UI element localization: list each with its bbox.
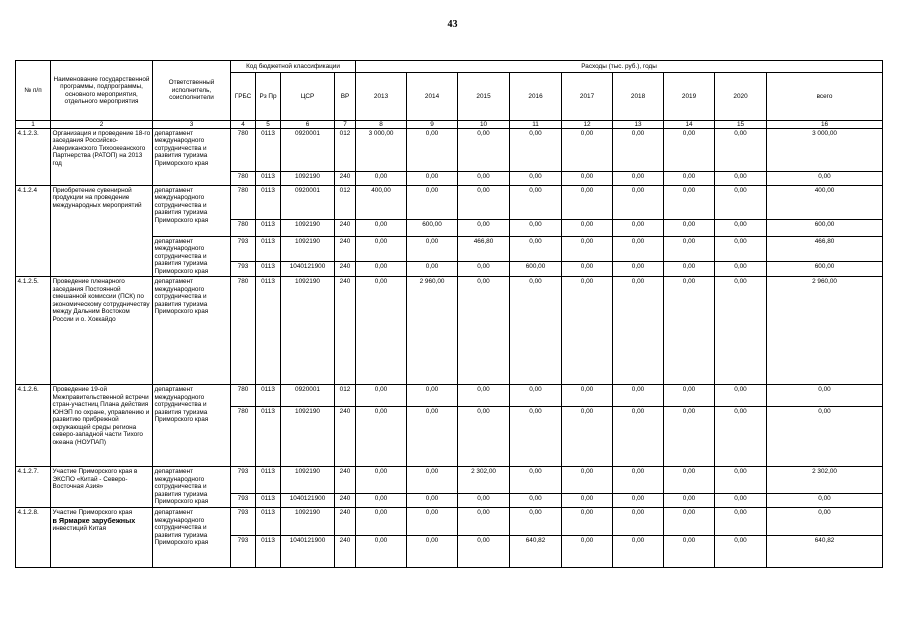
value-cell: 0,00: [562, 277, 613, 385]
value-cell: 466,80: [458, 237, 510, 262]
value-cell: 0,00: [407, 536, 458, 568]
column-number: 11: [510, 121, 562, 129]
value-cell: 0,00: [562, 186, 613, 220]
row-number: 4.1.2.8.: [16, 508, 51, 568]
csr-cell: 1040121900: [281, 261, 335, 277]
csr-cell: 1040121900: [281, 536, 335, 568]
column-number: 12: [562, 121, 613, 129]
value-cell: 0,00: [613, 172, 664, 186]
value-cell: 0,00: [715, 220, 767, 237]
value-cell: 0,00: [613, 467, 664, 494]
value-cell: 0,00: [613, 261, 664, 277]
value-cell: 0,00: [664, 536, 715, 568]
value-cell: 0,00: [407, 385, 458, 407]
total-cell: 466,80: [767, 237, 883, 262]
value-cell: 0,00: [356, 407, 407, 467]
table-row: [16, 385, 883, 407]
csr-cell: 0920001: [281, 129, 335, 172]
value-cell: 0,00: [664, 186, 715, 220]
measure-name-line: инвестиций Китая: [52, 525, 106, 533]
value-cell: 0,00: [664, 172, 715, 186]
value-cell: 0,00: [510, 508, 562, 536]
value-cell: 0,00: [356, 261, 407, 277]
value-cell: 0,00: [613, 385, 664, 407]
header-year: 2014: [407, 73, 458, 121]
value-cell: 0,00: [562, 407, 613, 467]
value-cell: 0,00: [562, 129, 613, 172]
table-row: [16, 129, 883, 172]
grbs-cell: 793: [231, 508, 256, 536]
page-number: 43: [447, 19, 458, 30]
rzpr-cell: 0113: [256, 508, 281, 536]
value-cell: 0,00: [356, 220, 407, 237]
column-number: 9: [407, 121, 458, 129]
executor: департамент международного сотрудничества и развития туризма Приморского края: [153, 186, 231, 237]
grbs-cell: 793: [231, 467, 256, 494]
value-cell: 0,00: [510, 277, 562, 385]
csr-cell: 1092190: [281, 277, 335, 385]
executor: департамент международного сотрудничества и развития туризма Приморского края: [153, 129, 231, 186]
value-cell: 0,00: [510, 385, 562, 407]
total-cell: 600,00: [767, 220, 883, 237]
value-cell: 0,00: [715, 186, 767, 220]
header-csr: ЦСР: [281, 73, 335, 121]
executor: департамент международного сотрудничества и развития туризма Приморского края: [153, 277, 231, 385]
value-cell: 0,00: [407, 494, 458, 508]
csr-cell: 1040121900: [281, 494, 335, 508]
value-cell: 0,00: [510, 220, 562, 237]
value-cell: 0,00: [407, 508, 458, 536]
total-cell: 600,00: [767, 261, 883, 277]
value-cell: 0,00: [458, 536, 510, 568]
value-cell: 0,00: [613, 237, 664, 262]
value-cell: 0,00: [407, 261, 458, 277]
value-cell: 0,00: [664, 467, 715, 494]
grbs-cell: 793: [231, 237, 256, 262]
total-cell: 0,00: [767, 172, 883, 186]
value-cell: 0,00: [510, 237, 562, 262]
executor: департамент международного сотрудничества и развития туризма Приморского края: [153, 385, 231, 467]
column-number: 3: [153, 121, 231, 129]
column-number: 10: [458, 121, 510, 129]
value-cell: 0,00: [664, 220, 715, 237]
executor: департамент международного сотрудничества и развития туризма Приморского края: [153, 508, 231, 568]
measure-name: Участие Приморского края в ЭКСПО «Китай - Северо-Восточная Азия»: [51, 467, 153, 508]
value-cell: 0,00: [715, 129, 767, 172]
value-cell: 0,00: [458, 277, 510, 385]
header-year: 2016: [510, 73, 562, 121]
header-year: 2019: [664, 73, 715, 121]
value-cell: 0,00: [715, 494, 767, 508]
header-year: 2013: [356, 73, 407, 121]
value-cell: 0,00: [356, 494, 407, 508]
budget-table: [15, 60, 883, 568]
header-year: 2020: [715, 73, 767, 121]
measure-name: Приобретение сувенирной продукции на проведение международных мероприятий: [51, 186, 153, 277]
vr-cell: 012: [335, 129, 356, 172]
rzpr-cell: 0113: [256, 385, 281, 407]
value-cell: 0,00: [510, 407, 562, 467]
total-cell: 0,00: [767, 494, 883, 508]
row-number: 4.1.2.5.: [16, 277, 51, 385]
row-number: 4.1.2.7.: [16, 467, 51, 508]
value-cell: 0,00: [715, 237, 767, 262]
value-cell: 600,00: [407, 220, 458, 237]
value-cell: 0,00: [562, 536, 613, 568]
header-total: всего: [767, 73, 883, 121]
value-cell: 0,00: [562, 237, 613, 262]
measure-name-line: Участие Приморского края: [52, 509, 133, 517]
value-cell: 640,82: [510, 536, 562, 568]
value-cell: 0,00: [562, 385, 613, 407]
value-cell: 0,00: [458, 494, 510, 508]
value-cell: 0,00: [613, 407, 664, 467]
header-no: № п/п: [16, 61, 51, 121]
value-cell: 0,00: [562, 467, 613, 494]
rzpr-cell: 0113: [256, 220, 281, 237]
value-cell: 0,00: [562, 494, 613, 508]
header-expenses: Расходы (тыс. руб.), годы: [356, 61, 883, 73]
rzpr-cell: 0113: [256, 277, 281, 385]
grbs-cell: 793: [231, 261, 256, 277]
grbs-cell: 780: [231, 385, 256, 407]
column-number: 1: [16, 121, 51, 129]
value-cell: 0,00: [562, 508, 613, 536]
value-cell: 0,00: [458, 385, 510, 407]
header-year: 2015: [458, 73, 510, 121]
value-cell: 0,00: [510, 467, 562, 494]
value-cell: 0,00: [664, 385, 715, 407]
grbs-cell: 780: [231, 407, 256, 467]
measure-name: Проведение 19-ой Межправительственной встречи стран-участниц Плана действия ЮНЭП по охране, управлению и развитию прибрежной окружающей среды региона северо-западной части Тихого океана (НОУПАП): [51, 385, 153, 467]
header-rzpr: Рз Пр: [256, 73, 281, 121]
csr-cell: 1092190: [281, 172, 335, 186]
csr-cell: 1092190: [281, 237, 335, 262]
total-cell: 2 960,00: [767, 277, 883, 385]
rzpr-cell: 0113: [256, 237, 281, 262]
value-cell: 0,00: [356, 536, 407, 568]
column-number: 6: [281, 121, 335, 129]
vr-cell: 240: [335, 261, 356, 277]
grbs-cell: 793: [231, 494, 256, 508]
value-cell: 0,00: [458, 172, 510, 186]
value-cell: 0,00: [715, 172, 767, 186]
value-cell: 0,00: [458, 407, 510, 467]
header-name: Наименование государственной программы, подпрограммы, основного мероприятия, отдельного мероприятия: [51, 61, 153, 121]
value-cell: 0,00: [664, 494, 715, 508]
value-cell: 0,00: [715, 385, 767, 407]
vr-cell: 240: [335, 172, 356, 186]
column-number: 16: [767, 121, 883, 129]
table-row: [16, 186, 883, 220]
column-number: 8: [356, 121, 407, 129]
row-number: 4.1.2.6.: [16, 385, 51, 467]
row-number: 4.1.2.4: [16, 186, 51, 277]
column-number: 15: [715, 121, 767, 129]
measure-name: [51, 508, 153, 568]
header-year: 2017: [562, 73, 613, 121]
total-cell: 640,82: [767, 536, 883, 568]
vr-cell: 240: [335, 407, 356, 467]
measure-name: Проведение пленарного заседания Постоянной смешанной комиссии (ПСК) по экономическому сотрудничеству между Дальним Востоком России и о. Хоккайдо: [51, 277, 153, 385]
column-number: 2: [51, 121, 153, 129]
row-number: 4.1.2.3.: [16, 129, 51, 186]
executor: департамент международного сотрудничества и развития туризма Приморского края: [153, 237, 231, 277]
value-cell: 0,00: [407, 407, 458, 467]
total-cell: 0,00: [767, 407, 883, 467]
value-cell: 0,00: [664, 508, 715, 536]
value-cell: 2 960,00: [407, 277, 458, 385]
rzpr-cell: 0113: [256, 186, 281, 220]
total-cell: 0,00: [767, 385, 883, 407]
column-number: 5: [256, 121, 281, 129]
value-cell: 0,00: [613, 220, 664, 237]
rzpr-cell: 0113: [256, 129, 281, 172]
csr-cell: 1092190: [281, 407, 335, 467]
total-cell: 0,00: [767, 508, 883, 536]
grbs-cell: 780: [231, 186, 256, 220]
value-cell: 0,00: [715, 261, 767, 277]
vr-cell: 240: [335, 237, 356, 262]
value-cell: 0,00: [613, 277, 664, 385]
value-cell: 0,00: [356, 385, 407, 407]
csr-cell: 1092190: [281, 508, 335, 536]
header-vr: ВР: [335, 73, 356, 121]
value-cell: 0,00: [458, 220, 510, 237]
value-cell: 0,00: [458, 261, 510, 277]
csr-cell: 0920001: [281, 186, 335, 220]
grbs-cell: 780: [231, 172, 256, 186]
value-cell: 0,00: [613, 494, 664, 508]
vr-cell: 240: [335, 277, 356, 385]
total-cell: 3 000,00: [767, 129, 883, 172]
rzpr-cell: 0113: [256, 407, 281, 467]
vr-cell: 240: [335, 536, 356, 568]
rzpr-cell: 0113: [256, 536, 281, 568]
vr-cell: 012: [335, 186, 356, 220]
value-cell: 0,00: [613, 129, 664, 172]
value-cell: 0,00: [613, 536, 664, 568]
value-cell: 0,00: [458, 186, 510, 220]
value-cell: 0,00: [715, 407, 767, 467]
rzpr-cell: 0113: [256, 467, 281, 494]
value-cell: 0,00: [715, 277, 767, 385]
value-cell: 3 000,00: [356, 129, 407, 172]
value-cell: 0,00: [664, 237, 715, 262]
value-cell: 0,00: [510, 494, 562, 508]
value-cell: 0,00: [356, 237, 407, 262]
value-cell: 0,00: [715, 536, 767, 568]
value-cell: 0,00: [458, 508, 510, 536]
table-row: [16, 277, 883, 385]
value-cell: 0,00: [562, 261, 613, 277]
csr-cell: 1092190: [281, 220, 335, 237]
value-cell: 0,00: [356, 172, 407, 186]
value-cell: 0,00: [407, 186, 458, 220]
table-row: [16, 467, 883, 494]
value-cell: 0,00: [562, 172, 613, 186]
value-cell: 0,00: [407, 172, 458, 186]
total-cell: 400,00: [767, 186, 883, 220]
value-cell: 0,00: [715, 467, 767, 494]
vr-cell: 012: [335, 385, 356, 407]
value-cell: 600,00: [510, 261, 562, 277]
grbs-cell: 793: [231, 536, 256, 568]
value-cell: 2 302,00: [458, 467, 510, 494]
header-executor: Ответственный исполнитель, соисполнители: [153, 61, 231, 121]
column-number: 13: [613, 121, 664, 129]
csr-cell: 1092190: [281, 467, 335, 494]
header-budget-code: Код бюджетной классификации: [231, 61, 356, 73]
header-grbs: ГРБС: [231, 73, 256, 121]
value-cell: 0,00: [664, 277, 715, 385]
total-cell: 2 302,00: [767, 467, 883, 494]
value-cell: 0,00: [664, 129, 715, 172]
value-cell: 0,00: [613, 186, 664, 220]
column-number: 4: [231, 121, 256, 129]
header-year: 2018: [613, 73, 664, 121]
value-cell: 0,00: [407, 237, 458, 262]
value-cell: 0,00: [562, 220, 613, 237]
measure-name: Организация и проведение 18-го заседания Российско-Американского Тихоокеанского Партнерства (РАТОП) на 2013 год: [51, 129, 153, 186]
value-cell: 0,00: [407, 129, 458, 172]
value-cell: 0,00: [664, 261, 715, 277]
grbs-cell: 780: [231, 220, 256, 237]
vr-cell: 240: [335, 494, 356, 508]
value-cell: 0,00: [510, 172, 562, 186]
table-row: [16, 508, 883, 536]
value-cell: 0,00: [458, 129, 510, 172]
executor: департамент международного сотрудничества и развития туризма Приморского края: [153, 467, 231, 508]
vr-cell: 240: [335, 508, 356, 536]
rzpr-cell: 0113: [256, 172, 281, 186]
value-cell: 0,00: [715, 508, 767, 536]
value-cell: 0,00: [356, 467, 407, 494]
value-cell: 0,00: [510, 129, 562, 172]
value-cell: 0,00: [356, 508, 407, 536]
value-cell: 0,00: [356, 277, 407, 385]
csr-cell: 0920001: [281, 385, 335, 407]
value-cell: 0,00: [664, 407, 715, 467]
measure-name-line: в Ярмарке зарубежных: [52, 515, 136, 525]
vr-cell: 240: [335, 467, 356, 494]
value-cell: 0,00: [407, 467, 458, 494]
rzpr-cell: 0113: [256, 494, 281, 508]
value-cell: 0,00: [613, 508, 664, 536]
vr-cell: 240: [335, 220, 356, 237]
value-cell: 400,00: [356, 186, 407, 220]
column-number: 7: [335, 121, 356, 129]
rzpr-cell: 0113: [256, 261, 281, 277]
grbs-cell: 780: [231, 277, 256, 385]
grbs-cell: 780: [231, 129, 256, 172]
value-cell: 0,00: [510, 186, 562, 220]
column-number: 14: [664, 121, 715, 129]
